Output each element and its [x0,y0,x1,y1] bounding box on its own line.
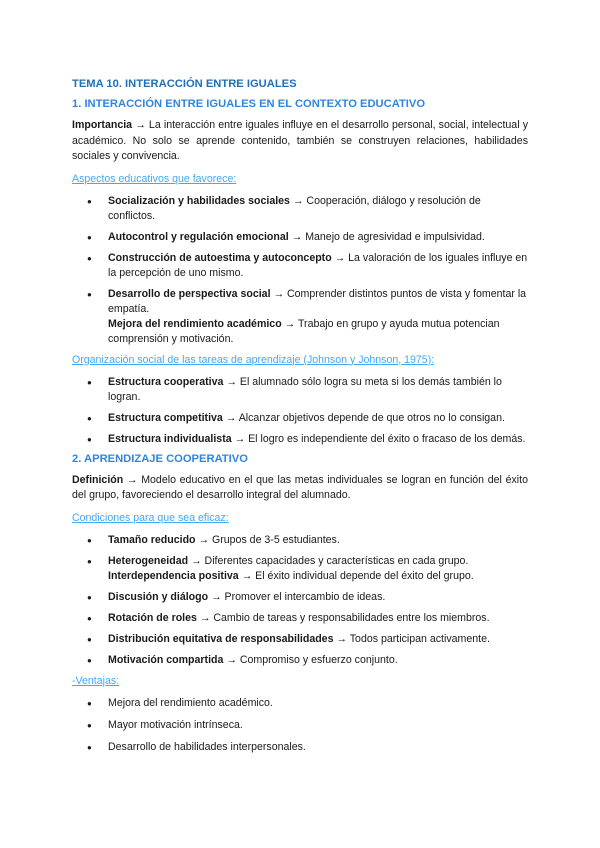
list-item [72,432,528,447]
org-term: Estructura competitiva [108,411,223,424]
condition-text: → Diferentes capacidades y características en cada grupo. [188,554,469,567]
org-term: Estructura individualista [108,432,232,445]
list-item: ● Mayor motivación intrínseca. [72,718,528,733]
aspect-text: → Trabajo en grupo y ayuda mutua potencian comprensión y motivación. [108,317,500,345]
definition-paragraph [72,473,528,504]
aspect-term: Autocontrol y regulación emocional [108,230,289,243]
advantages-list [72,696,528,755]
list-item [72,632,528,647]
definition-text: → Modelo educativo en el que las metas individuales se logran en función del éxito del grupo, favoreciendo el desarrollo integral del alumnado. [72,473,528,501]
list-item [72,375,528,405]
conditions-list [72,533,528,668]
list-item [72,194,528,224]
list-item [72,533,528,548]
org-text: → El logro es independiente del éxito o fracaso de los demás. [231,432,526,445]
condition-text: → Compromiso y esfuerzo conjunto. [223,653,398,666]
aspect-term: Mejora del rendimiento académico [108,317,282,330]
list-item [72,287,528,347]
condition-term: Interdependencia positiva [108,569,239,582]
list-item [72,590,528,605]
org-text: → Alcanzar objetivos depende de que otros no lo consigan. [222,411,505,424]
organization-heading: Organización social de las tareas de aprendizaje (Johnson y Johnson, 1975): [72,353,435,366]
list-item [72,611,528,626]
list-item [72,230,528,245]
document-page [72,78,528,762]
org-term: Estructura cooperativa [108,375,224,388]
condition-text: → Grupos de 3-5 estudiantes. [195,533,340,546]
importance-text: → La interacción entre iguales influye en el desarrollo personal, social, intelectual y académico. No solo se aprende contenido, también se construyen relaciones, habilidades sociales y convivencia. [72,119,528,162]
list-item [72,554,528,584]
section-2-heading: 2. APRENDIZAJE COOPERATIVO [72,452,248,465]
importance-term: Importancia [72,119,133,131]
document-title: TEMA 10. INTERACCIÓN ENTRE IGUALES [72,78,297,90]
condition-term: Discusión y diálogo [108,590,209,603]
aspect-term: Desarrollo de perspectiva social [108,287,271,300]
aspect-text: → La valoración de los iguales influye en la percepción de uno mismo. [108,251,528,279]
list-item [72,653,528,668]
importance-paragraph [72,118,528,165]
aspect-text: → Manejo de agresividad e impulsividad. [288,230,485,243]
condition-term: Rotación de roles [108,611,197,624]
aspects-heading: Aspectos educativos que favorece: [72,172,237,185]
list-item [72,251,528,281]
org-text: → El alumnado sólo logra su meta si los demás también lo logran. [108,375,502,403]
conditions-heading: Condiciones para que sea eficaz: [72,511,229,524]
condition-term: Motivación compartida [108,653,224,666]
condition-text: → Cambio de tareas y responsabilidades entre los miembros. [196,611,490,624]
aspect-text: → Cooperación, diálogo y resolución de conflictos. [108,194,481,222]
condition-term: Tamaño reducido [108,533,196,546]
condition-text: → Todos participan activamente. [333,632,490,645]
list-item: ● Desarrollo de habilidades interpersonales. [72,740,528,755]
aspect-term: Construcción de autoestima y autoconcepto [108,251,332,264]
organization-list [72,375,528,447]
definition-term: Definición [72,473,124,486]
list-item [72,411,528,426]
condition-term: Heterogeneidad [108,554,189,567]
condition-text: → Promover el intercambio de ideas. [208,590,386,603]
list-item: ● Mejora del rendimiento académico. [72,696,528,711]
aspect-term: Socialización y habilidades sociales [108,194,290,207]
section-1-heading: 1. INTERACCIÓN ENTRE IGUALES EN EL CONTEXTO EDUCATIVO [72,98,426,110]
aspect-text: → Comprender distintos puntos de vista y fomentar la empatía. [108,287,527,315]
advantages-heading: -Ventajas: [72,674,120,687]
condition-term: Distribución equitativa de responsabilidades [108,632,334,645]
aspects-list [72,194,528,347]
condition-text: → El éxito individual depende del éxito del grupo. [238,569,474,582]
